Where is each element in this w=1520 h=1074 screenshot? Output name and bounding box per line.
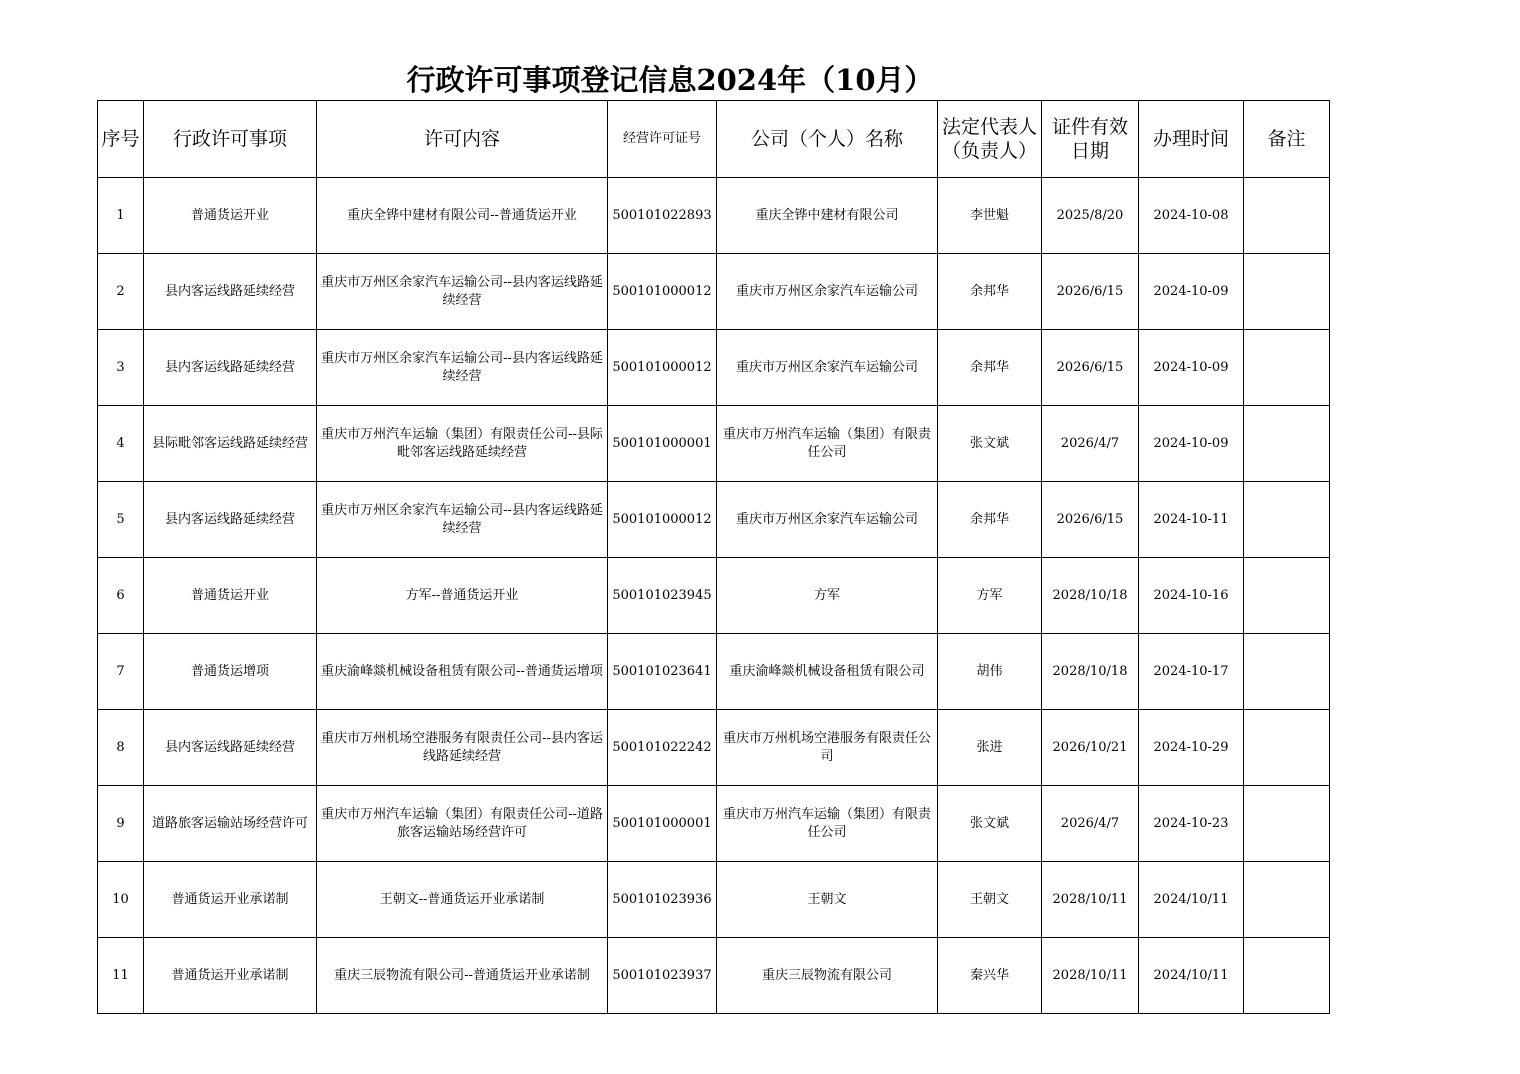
cell-company-name: 王朝文: [717, 862, 938, 938]
cell-license-number: 500101000012: [608, 330, 717, 406]
cell-permit-item: 县际毗邻客运线路延续经营: [144, 406, 317, 482]
cell-valid-date: 2026/4/7: [1042, 406, 1139, 482]
cell-seq: 7: [98, 634, 144, 710]
cell-company-name: 重庆渝峰燚机械设备租赁有限公司: [717, 634, 938, 710]
cell-seq: 1: [98, 178, 144, 254]
cell-legal-representative: 张文斌: [938, 786, 1042, 862]
cell-remark: [1244, 558, 1330, 634]
cell-handle-time: 2024-10-09: [1139, 406, 1244, 482]
cell-remark: [1244, 862, 1330, 938]
cell-license-number: 500101022242: [608, 710, 717, 786]
cell-remark: [1244, 786, 1330, 862]
cell-remark: [1244, 938, 1330, 1014]
cell-handle-time: 2024-10-23: [1139, 786, 1244, 862]
cell-permit-content: 方军--普通货运开业: [317, 558, 608, 634]
cell-legal-representative: 方军: [938, 558, 1042, 634]
cell-license-number: 500101023641: [608, 634, 717, 710]
cell-handle-time: 2024-10-16: [1139, 558, 1244, 634]
header-company: 公司（个人）名称: [717, 101, 938, 178]
header-valid-date: 证件有效日期: [1042, 101, 1139, 178]
cell-permit-item: 县内客运线路延续经营: [144, 482, 317, 558]
table-row: [98, 634, 1330, 710]
cell-permit-item: 道路旅客运输站场经营许可: [144, 786, 317, 862]
cell-permit-content: 重庆市万州区余家汽车运输公司--县内客运线路延续经营: [317, 482, 608, 558]
table-row: [98, 786, 1330, 862]
table-row: [98, 862, 1330, 938]
cell-remark: [1244, 330, 1330, 406]
cell-permit-content: 重庆渝峰燚机械设备租赁有限公司--普通货运增项: [317, 634, 608, 710]
cell-company-name: 方军: [717, 558, 938, 634]
cell-company-name: 重庆三辰物流有限公司: [717, 938, 938, 1014]
cell-handle-time: 2024/10/11: [1139, 862, 1244, 938]
cell-permit-content: 重庆市万州汽车运输（集团）有限责任公司--县际毗邻客运线路延续经营: [317, 406, 608, 482]
cell-handle-time: 2024-10-29: [1139, 710, 1244, 786]
cell-valid-date: 2028/10/18: [1042, 634, 1139, 710]
cell-company-name: 重庆市万州汽车运输（集团）有限责任公司: [717, 406, 938, 482]
cell-legal-representative: 张进: [938, 710, 1042, 786]
cell-legal-representative: 李世魁: [938, 178, 1042, 254]
cell-legal-representative: 王朝文: [938, 862, 1042, 938]
header-handle-time: 办理时间: [1139, 101, 1244, 178]
cell-seq: 4: [98, 406, 144, 482]
cell-valid-date: 2026/10/21: [1042, 710, 1139, 786]
cell-valid-date: 2028/10/11: [1042, 862, 1139, 938]
cell-remark: [1244, 254, 1330, 330]
header-content: 许可内容: [317, 101, 608, 178]
cell-company-name: 重庆市万州区余家汽车运输公司: [717, 482, 938, 558]
table-row: [98, 330, 1330, 406]
cell-handle-time: 2024-10-09: [1139, 254, 1244, 330]
cell-company-name: 重庆全铧中建材有限公司: [717, 178, 938, 254]
cell-seq: 9: [98, 786, 144, 862]
cell-legal-representative: 秦兴华: [938, 938, 1042, 1014]
table-row: [98, 254, 1330, 330]
cell-seq: 5: [98, 482, 144, 558]
table-row: [98, 710, 1330, 786]
cell-valid-date: 2028/10/18: [1042, 558, 1139, 634]
cell-seq: 11: [98, 938, 144, 1014]
cell-valid-date: 2026/6/15: [1042, 254, 1139, 330]
page-title: 行政许可事项登记信息2024年（10月）: [406, 63, 934, 97]
cell-permit-content: 重庆市万州区余家汽车运输公司--县内客运线路延续经营: [317, 254, 608, 330]
cell-license-number: 500101000001: [608, 406, 717, 482]
table-row: [98, 178, 1330, 254]
cell-license-number: 500101000012: [608, 254, 717, 330]
cell-permit-item: 普通货运开业承诺制: [144, 938, 317, 1014]
cell-legal-representative: 张文斌: [938, 406, 1042, 482]
cell-remark: [1244, 634, 1330, 710]
table-row: [98, 938, 1330, 1014]
cell-permit-content: 重庆三辰物流有限公司--普通货运开业承诺制: [317, 938, 608, 1014]
cell-permit-content: 重庆市万州区余家汽车运输公司--县内客运线路延续经营: [317, 330, 608, 406]
cell-valid-date: 2026/6/15: [1042, 330, 1139, 406]
header-seq: 序号: [98, 101, 144, 178]
cell-license-number: 500101023937: [608, 938, 717, 1014]
cell-handle-time: 2024-10-09: [1139, 330, 1244, 406]
cell-permit-item: 普通货运开业: [144, 178, 317, 254]
cell-valid-date: 2026/6/15: [1042, 482, 1139, 558]
cell-license-number: 500101023945: [608, 558, 717, 634]
cell-seq: 3: [98, 330, 144, 406]
table-body: [98, 178, 1330, 1014]
table-row: [98, 558, 1330, 634]
cell-remark: [1244, 178, 1330, 254]
cell-remark: [1244, 710, 1330, 786]
cell-handle-time: 2024-10-11: [1139, 482, 1244, 558]
cell-seq: 2: [98, 254, 144, 330]
cell-seq: 8: [98, 710, 144, 786]
cell-handle-time: 2024/10/11: [1139, 938, 1244, 1014]
cell-handle-time: 2024-10-17: [1139, 634, 1244, 710]
table-row: [98, 482, 1330, 558]
cell-legal-representative: 余邦华: [938, 482, 1042, 558]
cell-permit-content: 重庆市万州机场空港服务有限责任公司--县内客运线路延续经营: [317, 710, 608, 786]
cell-legal-representative: 胡伟: [938, 634, 1042, 710]
header-legal-rep: 法定代表人（负责人）: [938, 101, 1042, 178]
header-license-no: 经营许可证号: [608, 101, 717, 178]
cell-license-number: 500101000001: [608, 786, 717, 862]
cell-license-number: 500101022893: [608, 178, 717, 254]
cell-permit-item: 县内客运线路延续经营: [144, 254, 317, 330]
cell-permit-content: 王朝文--普通货运开业承诺制: [317, 862, 608, 938]
cell-company-name: 重庆市万州区余家汽车运输公司: [717, 254, 938, 330]
cell-valid-date: 2026/4/7: [1042, 786, 1139, 862]
cell-seq: 10: [98, 862, 144, 938]
cell-legal-representative: 余邦华: [938, 330, 1042, 406]
cell-company-name: 重庆市万州汽车运输（集团）有限责任公司: [717, 786, 938, 862]
table-row: [98, 406, 1330, 482]
header-remark: 备注: [1244, 101, 1330, 178]
cell-permit-item: 普通货运增项: [144, 634, 317, 710]
cell-permit-item: 普通货运开业: [144, 558, 317, 634]
cell-permit-content: 重庆全铧中建材有限公司--普通货运开业: [317, 178, 608, 254]
license-registry-table: [97, 100, 1330, 1014]
cell-valid-date: 2028/10/11: [1042, 938, 1139, 1014]
cell-permit-content: 重庆市万州汽车运输（集团）有限责任公司--道路旅客运输站场经营许可: [317, 786, 608, 862]
cell-company-name: 重庆市万州机场空港服务有限责任公司: [717, 710, 938, 786]
table-header-row: [98, 101, 1330, 178]
cell-remark: [1244, 406, 1330, 482]
cell-valid-date: 2025/8/20: [1042, 178, 1139, 254]
cell-legal-representative: 余邦华: [938, 254, 1042, 330]
cell-license-number: 500101000012: [608, 482, 717, 558]
cell-company-name: 重庆市万州区余家汽车运输公司: [717, 330, 938, 406]
cell-permit-item: 普通货运开业承诺制: [144, 862, 317, 938]
cell-handle-time: 2024-10-08: [1139, 178, 1244, 254]
cell-license-number: 500101023936: [608, 862, 717, 938]
cell-remark: [1244, 482, 1330, 558]
header-item: 行政许可事项: [144, 101, 317, 178]
cell-permit-item: 县内客运线路延续经营: [144, 330, 317, 406]
cell-permit-item: 县内客运线路延续经营: [144, 710, 317, 786]
cell-seq: 6: [98, 558, 144, 634]
